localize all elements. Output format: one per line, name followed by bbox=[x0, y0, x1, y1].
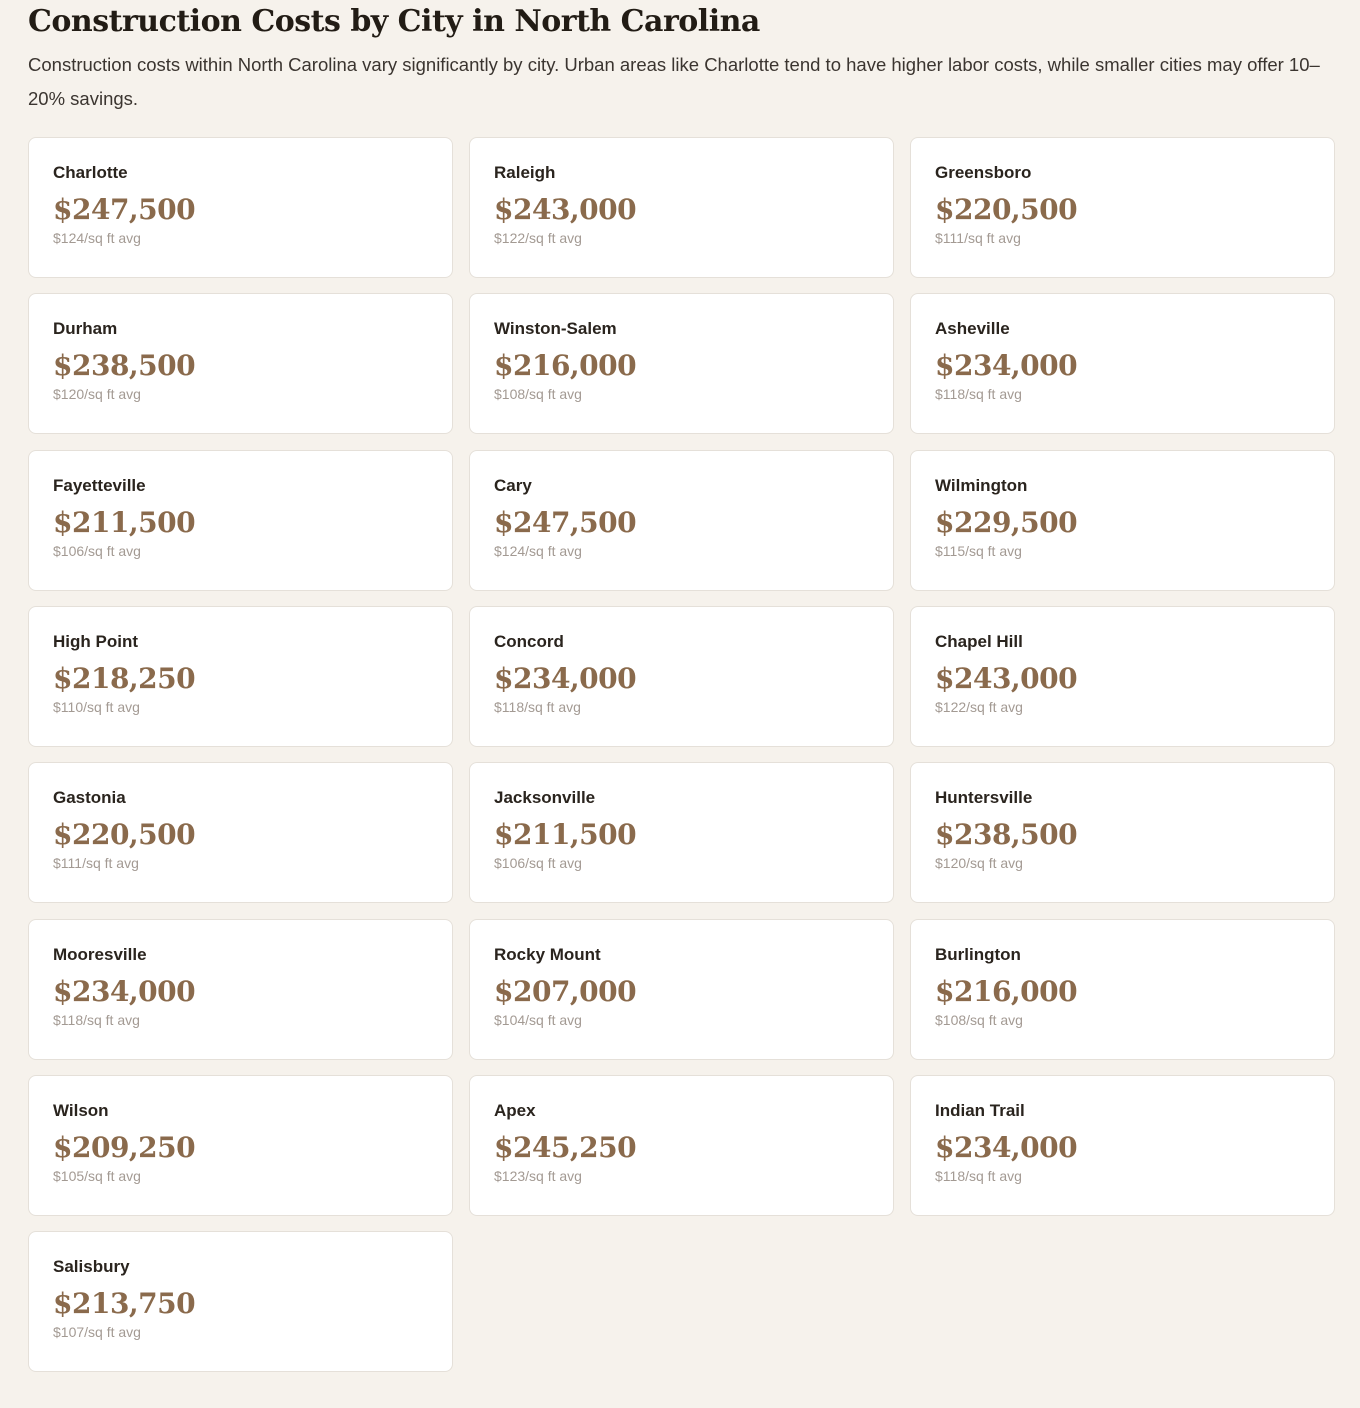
city-sqft-avg: $108/sq ft avg bbox=[494, 386, 582, 402]
city-price: $216,000 bbox=[935, 975, 1078, 1008]
city-sqft-avg: $107/sq ft avg bbox=[53, 1324, 141, 1340]
city-name: Charlotte bbox=[53, 163, 128, 182]
city-name: Salisbury bbox=[53, 1257, 130, 1276]
city-card bbox=[28, 919, 453, 1060]
city-sqft-avg: $124/sq ft avg bbox=[53, 230, 141, 246]
city-price: $211,500 bbox=[494, 818, 637, 851]
city-name: Indian Trail bbox=[935, 1101, 1025, 1120]
city-price: $238,500 bbox=[53, 349, 196, 382]
city-price: $234,000 bbox=[494, 662, 637, 695]
city-price: $247,500 bbox=[494, 506, 637, 539]
city-sqft-avg: $120/sq ft avg bbox=[935, 855, 1023, 871]
city-price: $220,500 bbox=[53, 818, 196, 851]
city-price: $234,000 bbox=[935, 1131, 1078, 1164]
city-name: Apex bbox=[494, 1101, 536, 1120]
city-price: $247,500 bbox=[53, 193, 196, 226]
city-sqft-avg: $108/sq ft avg bbox=[935, 1012, 1023, 1028]
city-sqft-avg: $122/sq ft avg bbox=[935, 699, 1023, 715]
city-price: $243,000 bbox=[494, 193, 637, 226]
city-name: Chapel Hill bbox=[935, 632, 1023, 651]
city-sqft-avg: $110/sq ft avg bbox=[53, 699, 140, 715]
city-price: $216,000 bbox=[494, 349, 637, 382]
city-name: Greensboro bbox=[935, 163, 1032, 182]
city-sqft-avg: $111/sq ft avg bbox=[935, 230, 1021, 246]
city-card bbox=[469, 762, 894, 903]
city-sqft-avg: $106/sq ft avg bbox=[53, 543, 141, 559]
city-sqft-avg: $118/sq ft avg bbox=[53, 1012, 140, 1028]
city-price: $234,000 bbox=[53, 975, 196, 1008]
page-title: Construction Costs by City in North Carolina bbox=[28, 4, 760, 39]
city-price: $213,750 bbox=[53, 1287, 196, 1320]
city-price: $207,000 bbox=[494, 975, 637, 1008]
city-price: $211,500 bbox=[53, 506, 196, 539]
city-sqft-avg: $106/sq ft avg bbox=[494, 855, 582, 871]
city-card bbox=[28, 606, 453, 747]
city-card bbox=[469, 450, 894, 591]
city-cost-grid bbox=[28, 137, 1334, 1372]
city-price: $245,250 bbox=[494, 1131, 637, 1164]
city-sqft-avg: $118/sq ft avg bbox=[935, 386, 1022, 402]
city-sqft-avg: $115/sq ft avg bbox=[935, 543, 1022, 559]
city-name: Cary bbox=[494, 476, 532, 495]
city-sqft-avg: $123/sq ft avg bbox=[494, 1168, 582, 1184]
city-name: Burlington bbox=[935, 945, 1021, 964]
city-price: $234,000 bbox=[935, 349, 1078, 382]
intro-paragraph: Construction costs within North Carolina vary significantly by city. Urban areas like Charlotte tend to have higher labor costs, while smaller cities may offer 10–20% savings. bbox=[28, 54, 1320, 109]
city-card bbox=[469, 919, 894, 1060]
city-card bbox=[910, 293, 1335, 434]
city-name: Wilson bbox=[53, 1101, 109, 1120]
city-card bbox=[910, 1075, 1335, 1216]
city-name: Concord bbox=[494, 632, 564, 651]
city-card bbox=[28, 137, 453, 278]
city-sqft-avg: $104/sq ft avg bbox=[494, 1012, 582, 1028]
city-sqft-avg: $111/sq ft avg bbox=[53, 855, 139, 871]
city-card bbox=[469, 1075, 894, 1216]
city-price: $238,500 bbox=[935, 818, 1078, 851]
city-card bbox=[28, 1075, 453, 1216]
city-price: $243,000 bbox=[935, 662, 1078, 695]
city-price: $209,250 bbox=[53, 1131, 196, 1164]
city-sqft-avg: $122/sq ft avg bbox=[494, 230, 582, 246]
city-sqft-avg: $105/sq ft avg bbox=[53, 1168, 141, 1184]
city-sqft-avg: $124/sq ft avg bbox=[494, 543, 582, 559]
city-name: Mooresville bbox=[53, 945, 147, 964]
city-name: Raleigh bbox=[494, 163, 556, 182]
city-sqft-avg: $118/sq ft avg bbox=[494, 699, 581, 715]
city-card bbox=[469, 293, 894, 434]
city-name: Asheville bbox=[935, 319, 1010, 338]
city-sqft-avg: $120/sq ft avg bbox=[53, 386, 141, 402]
city-card bbox=[28, 450, 453, 591]
city-name: Fayetteville bbox=[53, 476, 146, 495]
city-name: Gastonia bbox=[53, 788, 126, 807]
city-name: Huntersville bbox=[935, 788, 1033, 807]
city-card bbox=[910, 450, 1335, 591]
city-card bbox=[910, 762, 1335, 903]
city-name: Rocky Mount bbox=[494, 945, 601, 964]
city-sqft-avg: $118/sq ft avg bbox=[935, 1168, 1022, 1184]
city-name: Wilmington bbox=[935, 476, 1028, 495]
city-card bbox=[469, 137, 894, 278]
city-card bbox=[28, 1231, 453, 1372]
city-card bbox=[469, 606, 894, 747]
city-price: $218,250 bbox=[53, 662, 196, 695]
city-card bbox=[28, 762, 453, 903]
city-name: Durham bbox=[53, 319, 118, 338]
city-card bbox=[910, 919, 1335, 1060]
city-price: $220,500 bbox=[935, 193, 1078, 226]
city-name: Jacksonville bbox=[494, 788, 596, 807]
city-card bbox=[28, 293, 453, 434]
city-name: High Point bbox=[53, 632, 138, 651]
city-price: $229,500 bbox=[935, 506, 1078, 539]
city-card bbox=[910, 606, 1335, 747]
city-card bbox=[910, 137, 1335, 278]
city-name: Winston-Salem bbox=[494, 319, 617, 338]
